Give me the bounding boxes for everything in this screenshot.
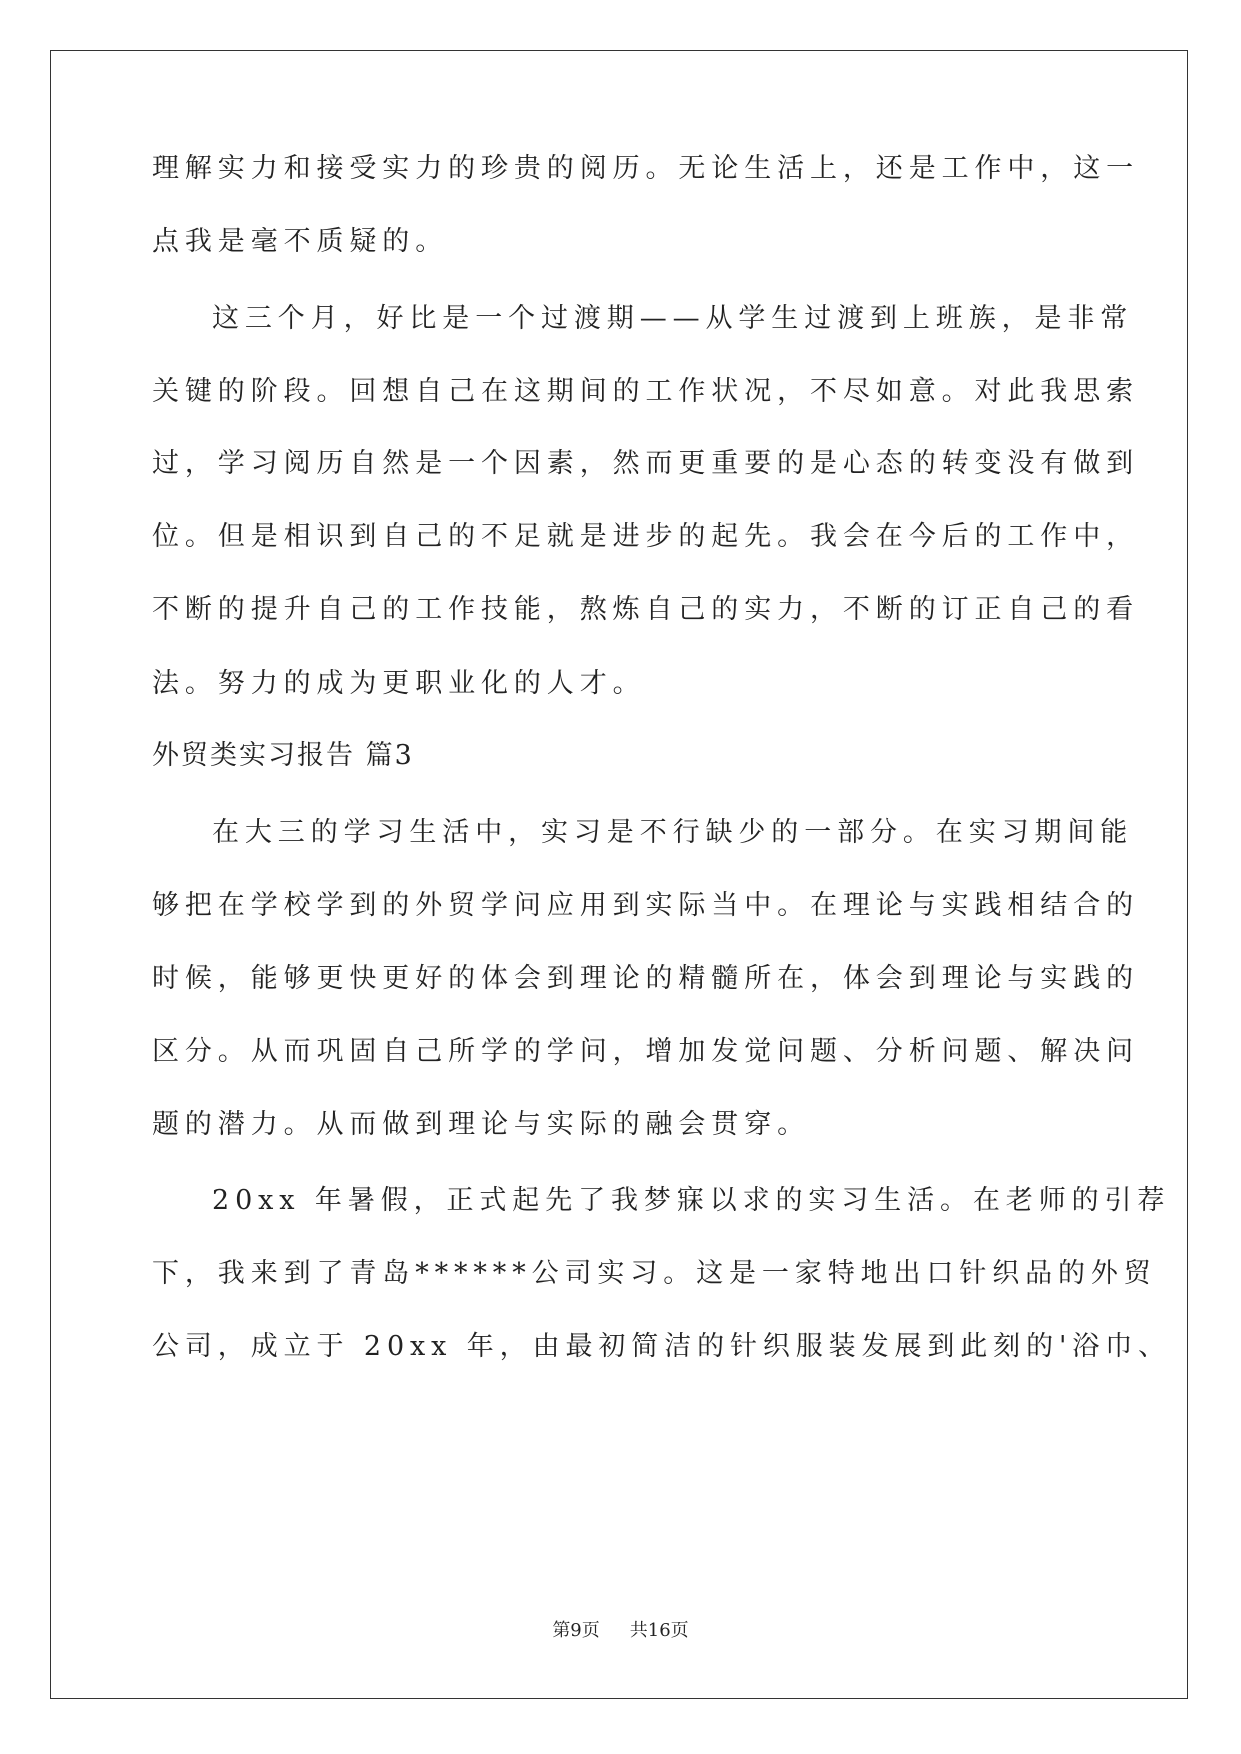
paragraph-line: 理解实力和接受实力的珍贵的阅历。无论生活上，还是工作中，这一: [152, 153, 1139, 184]
page-footer: [0, 1619, 1241, 1643]
paragraph-line: 区分。从而巩固自己所学的学问，增加发觉问题、分析问题、解决问: [152, 1036, 1139, 1067]
paragraph-line: 不断的提升自己的工作技能，熬炼自己的实力，不断的订正自己的看: [152, 594, 1139, 625]
paragraph-line: 过，学习阅历自然是一个因素，然而更重要的是心态的转变没有做到: [152, 448, 1139, 479]
page-number: 第9页: [552, 1620, 600, 1641]
paragraph-line: 位。但是相识到自己的不足就是进步的起先。我会在今后的工作中，: [152, 521, 1139, 552]
paragraph-line: 下，我来到了青岛******公司实习。这是一家特地出口针织品的外贸: [152, 1258, 1157, 1289]
total-pages: 共16页: [629, 1620, 689, 1641]
paragraph-line: 点我是毫不质疑的。: [152, 226, 449, 257]
paragraph-line: 时候，能够更快更好的体会到理论的精髓所在，体会到理论与实践的: [152, 963, 1139, 994]
paragraph-line: 关键的阶段。回想自己在这期间的工作状况，不尽如意。对此我思索: [152, 376, 1139, 407]
paragraph-line: 20xx 年暑假，正式起先了我梦寐以求的实习生活。在老师的引荐: [212, 1185, 1171, 1216]
paragraph-line: 够把在学校学到的外贸学问应用到实际当中。在理论与实践相结合的: [152, 890, 1139, 921]
paragraph-line: 在大三的学习生活中，实习是不行缺少的一部分。在实习期间能: [212, 817, 1134, 848]
section-heading: 外贸类实习报告 篇3: [152, 740, 414, 771]
paragraph-line: 公司，成立于 20xx 年，由最初简洁的针织服装发展到此刻的'浴巾、: [152, 1331, 1171, 1362]
paragraph-line: 法。努力的成为更职业化的人才。: [152, 668, 646, 699]
paragraph-line: 这三个月，好比是一个过渡期——从学生过渡到上班族，是非常: [212, 303, 1134, 334]
paragraph-line: 题的潜力。从而做到理论与实际的融会贯穿。: [152, 1109, 810, 1140]
